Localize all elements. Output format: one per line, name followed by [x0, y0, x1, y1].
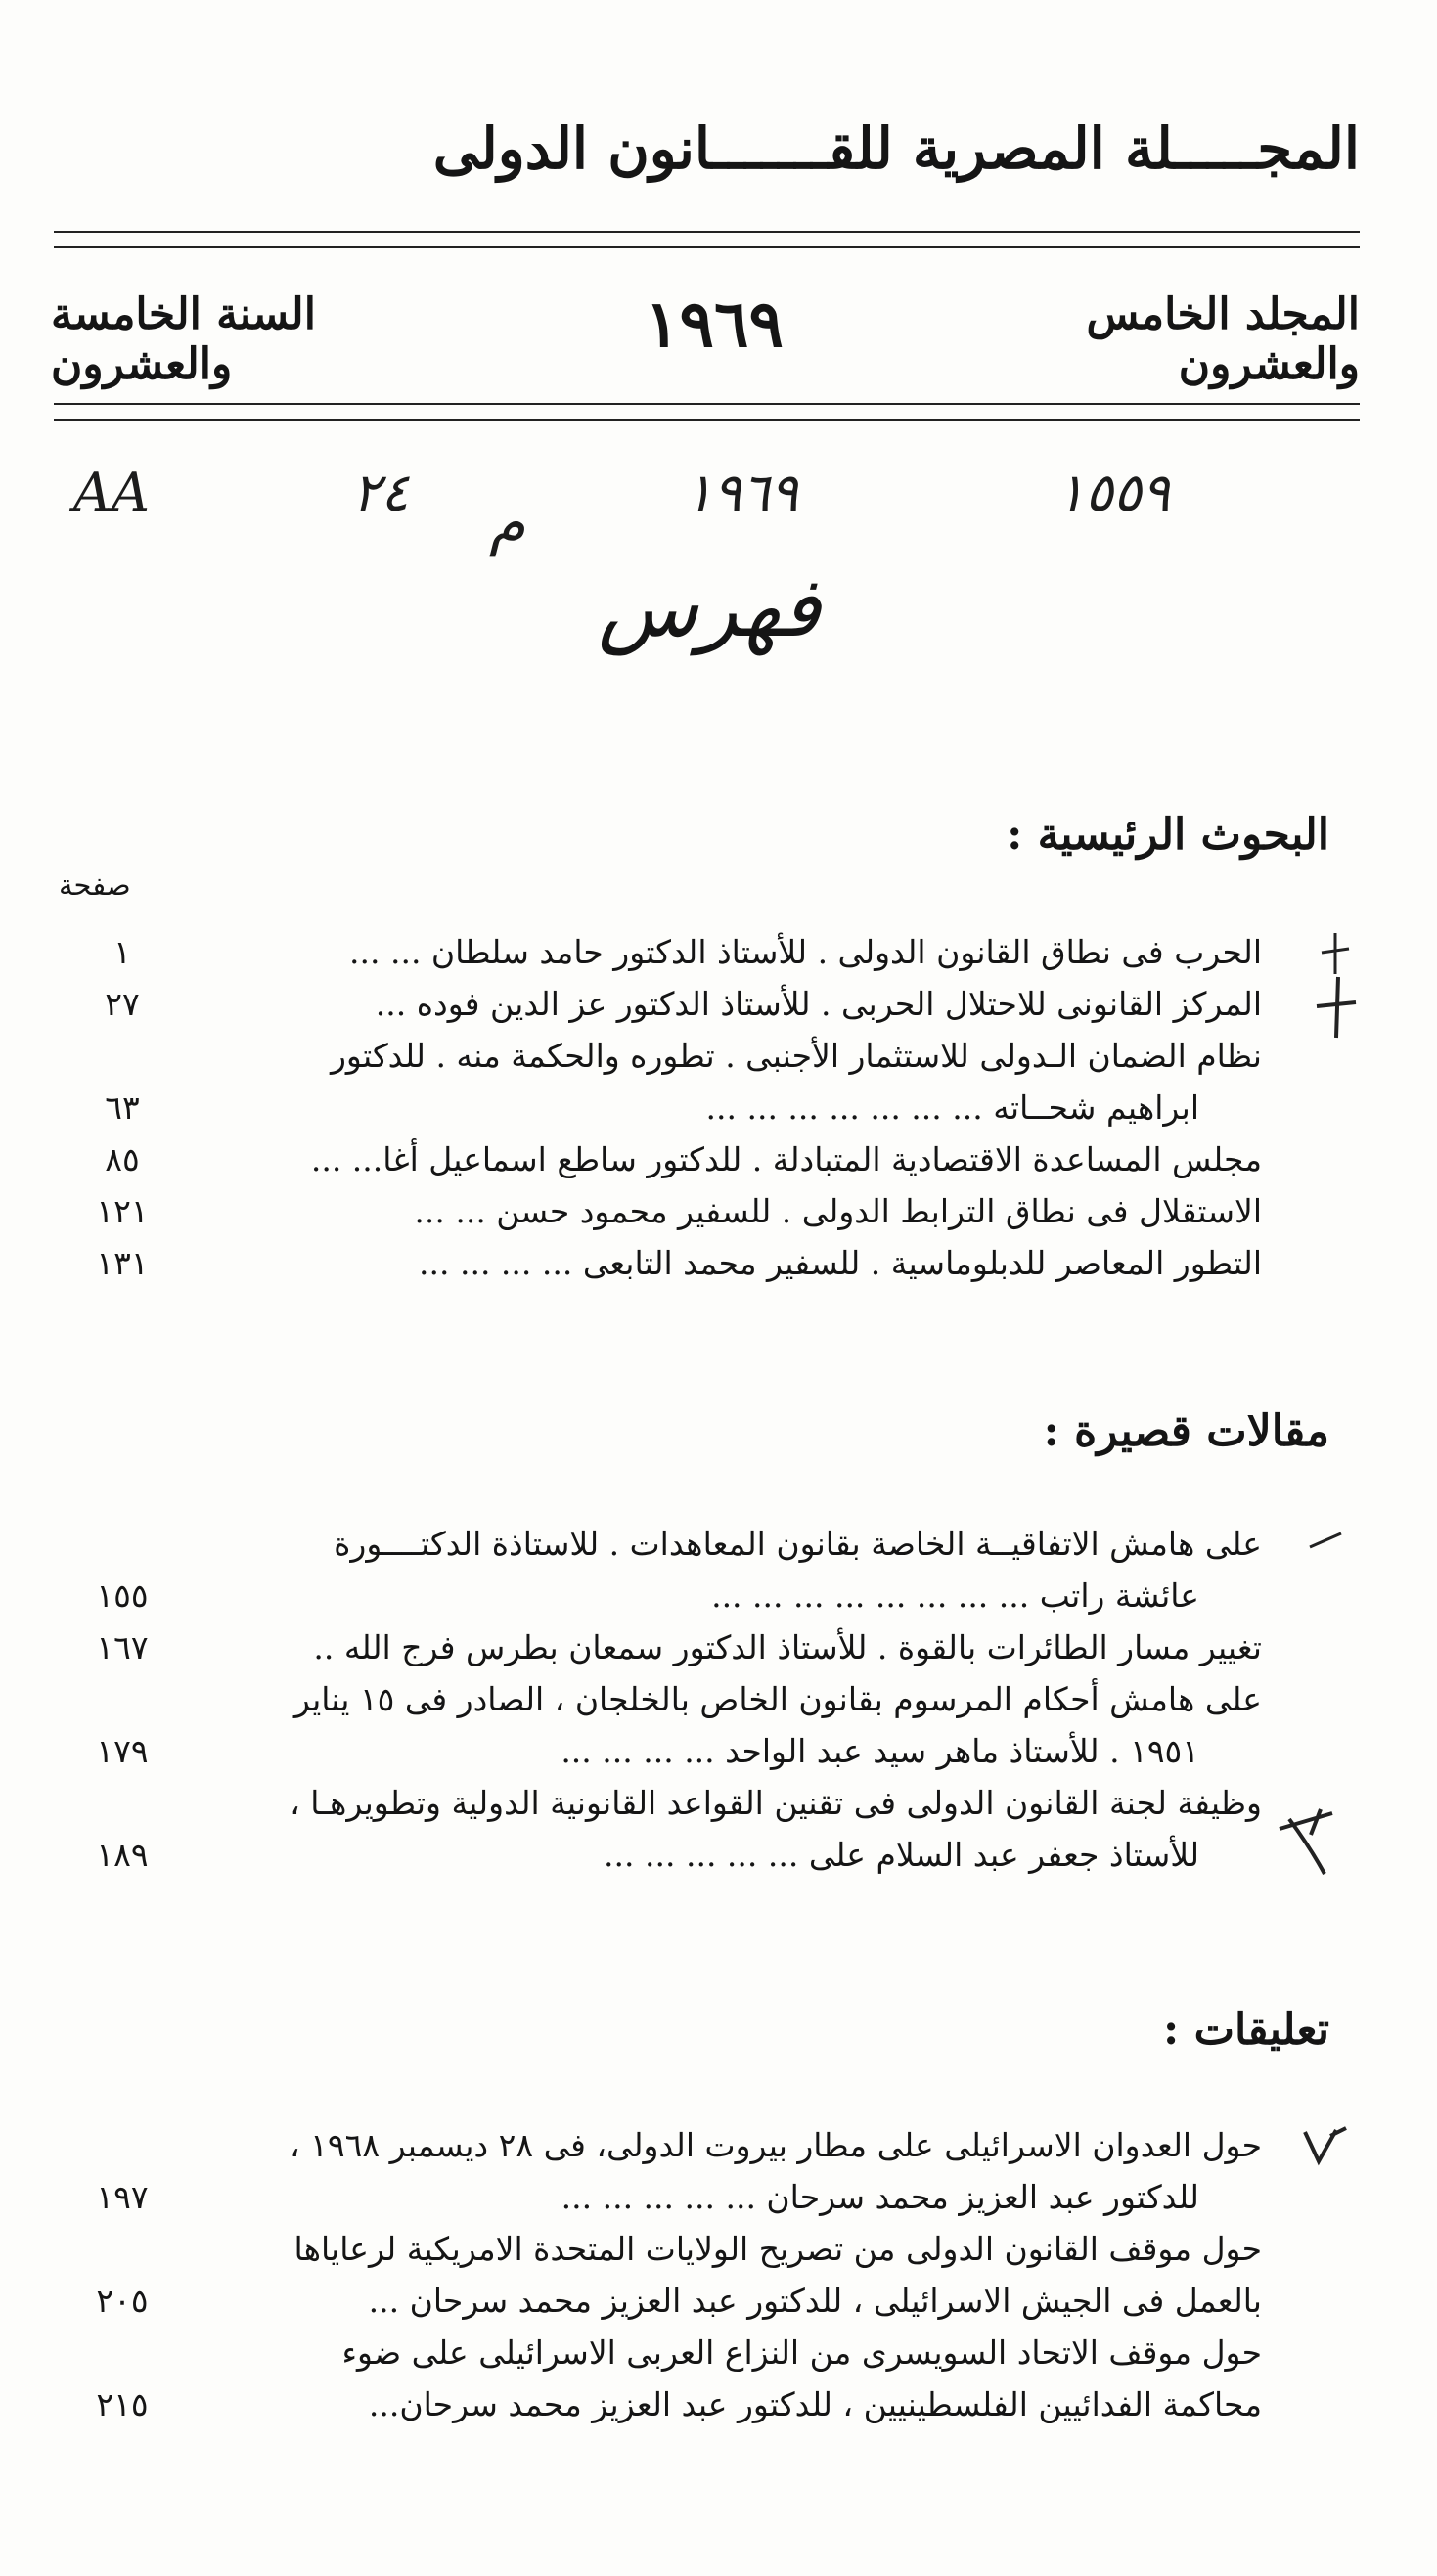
toc-entry [108, 1521, 1262, 1568]
toc-entry-page: ١٨٩ [96, 1836, 149, 1874]
toc-entry-page: ١٥٥ [96, 1577, 149, 1615]
toc-entry-page: ١٣١ [96, 1244, 149, 1282]
toc-entry-page: ١ [113, 933, 131, 971]
toc-entry-text: مجلس المساعدة الاقتصادية المتبادلة . للدكتور ساطع اسماعيل أغا... ... [310, 1140, 1262, 1178]
toc-entry [105, 1085, 1262, 1132]
section-heading-short-articles: مقالات قصيرة : [1043, 1406, 1329, 1456]
toc-entry-page: ٦٣ [105, 1088, 140, 1127]
toc-entry [105, 981, 1262, 1028]
handwritten-year: ١٩٦٩ [685, 462, 799, 523]
toc-entry [108, 2122, 1262, 2169]
year-ordinal-label: السنة الخامسة والعشرون [51, 289, 316, 389]
toc-entry-text: ابراهيم شحــاته ... ... ... ... ... ... ... [705, 1088, 1199, 1127]
toc-entry [108, 929, 1262, 976]
header-rule-bottom-2 [54, 419, 1360, 421]
toc-entry [96, 1240, 1262, 1287]
toc-entry-text: عائشة راتب ... ... ... ... ... ... ... ... [711, 1577, 1199, 1615]
toc-entry-text: بالعمل فى الجيش الاسرائيلى ، للدكتور عبد العزيز محمد سرحان ... [368, 2282, 1262, 2320]
toc-entry [96, 2381, 1262, 2428]
handwritten-m: م [489, 489, 526, 557]
margin-tick-mark-icon [1306, 1528, 1345, 1551]
section-heading-main-research: البحوث الرئيسية : [1007, 810, 1329, 860]
toc-entry-text: حول موقف الاتحاد السويسرى من النزاع العربى الاسرائيلى على ضوء [341, 2333, 1262, 2372]
toc-entry-text: حول العدوان الاسرائيلى على مطار بيروت الدولى، فى ٢٨ ديسمبر ١٩٦٨ ، [290, 2126, 1262, 2164]
toc-entry [96, 1573, 1262, 1620]
header-rule-top-2 [54, 246, 1360, 248]
toc-entry-text: تغيير مسار الطائرات بالقوة . للأستاذ الدكتور سمعان بطرس فرج الله .. [313, 1628, 1262, 1666]
volume-label: المجلد الخامس والعشرون [1086, 289, 1360, 389]
toc-entry-page: ١٦٧ [96, 1628, 149, 1666]
toc-entry-text: المركز القانونى للاحتلال الحربى . للأستاذ الدكتور عز الدين فوده ... [375, 985, 1262, 1023]
toc-entry [96, 1832, 1262, 1879]
toc-entry-text: التطور المعاصر للدبلوماسية . للسفير محمد التابعى ... ... ... ... [419, 1244, 1262, 1282]
toc-entry [108, 1676, 1262, 1723]
toc-entry-text: الاستقلال فى نطاق الترابط الدولى . للسفير محمود حسن ... ... [414, 1192, 1262, 1230]
journal-title: المجـــــلة المصرية للقـــــــانون الدولى [432, 115, 1360, 182]
toc-entry-text: على هامش الاتفاقيــة الخاصة بقانون المعاهدات . للاستاذة الدكتــــورة [334, 1525, 1262, 1563]
margin-cross-mark-icon [1313, 973, 1360, 1042]
toc-entry-page: ٢١٥ [96, 2385, 149, 2423]
margin-check-mark-icon [1301, 2120, 1350, 2169]
toc-entry-page: ٢٠٥ [96, 2282, 149, 2320]
toc-entry-text: للدكتور عبد العزيز محمد سرحان ... ... ... ... ... [561, 2178, 1199, 2216]
toc-entry [105, 1136, 1262, 1183]
toc-entry-text: على هامش أحكام المرسوم بقانون الخاص بالخلجان ، الصادر فى ١٥ يناير [293, 1680, 1262, 1718]
toc-entry [96, 1624, 1262, 1671]
toc-entry [108, 1033, 1262, 1080]
toc-entry-text: الحرب فى نطاق القانون الدولى . للأستاذ الدكتور حامد سلطان ... ... [349, 933, 1262, 971]
section-heading-commentaries: تعليقات : [1163, 2005, 1329, 2055]
toc-entry-text: حول موقف القانون الدولى من تصريح الولايات المتحدة الامريكية لرعاياها [293, 2230, 1262, 2268]
header-rule-bottom-1 [54, 403, 1360, 405]
toc-entry-text: وظيفة لجنة القانون الدولى فى تقنين القواعد القانونية الدولية وتطويرهـا ، [290, 1784, 1262, 1822]
page-column-label: صفحة [59, 868, 131, 902]
toc-entry [108, 1780, 1262, 1827]
toc-entry [96, 1188, 1262, 1235]
toc-entry-page: ١٧٩ [96, 1732, 149, 1770]
handwritten-number: ١٥٥٩ [1056, 462, 1171, 523]
handwritten-code: AA [73, 462, 150, 523]
margin-cross-mark-icon [1316, 929, 1355, 978]
year-label: ١٩٦٩ [645, 286, 784, 362]
toc-entry [96, 2278, 1262, 2325]
index-title: فهرس [598, 559, 821, 655]
toc-entry [96, 1728, 1262, 1775]
toc-entry [108, 2330, 1262, 2376]
toc-entry-page: ٨٥ [105, 1140, 140, 1178]
handwritten-vol: ٢٤ [352, 462, 410, 523]
toc-entry-page: ٢٧ [105, 985, 140, 1023]
toc-entry-text: محاكمة الفدائيين الفلسطينيين ، للدكتور عبد العزيز محمد سرحان... [368, 2385, 1262, 2423]
toc-entry [108, 2226, 1262, 2273]
toc-entry-text: نظام الضمان الـدولى للاستثمار الأجنبى . تطوره والحكمة منه . للدكتور [331, 1037, 1262, 1075]
toc-entry [96, 2174, 1262, 2221]
margin-cross-mark-icon [1272, 1790, 1340, 1878]
header-rule-top-1 [54, 231, 1360, 233]
toc-entry-page: ١٩٧ [96, 2178, 149, 2216]
toc-entry-text: للأستاذ جعفر عبد السلام على ... ... ... ... ... [604, 1836, 1199, 1874]
toc-entry-text: ١٩٥١ . للأستاذ ماهر سيد عبد الواحد ... ... ... ... [561, 1732, 1199, 1770]
toc-entry-page: ١٢١ [96, 1192, 149, 1230]
